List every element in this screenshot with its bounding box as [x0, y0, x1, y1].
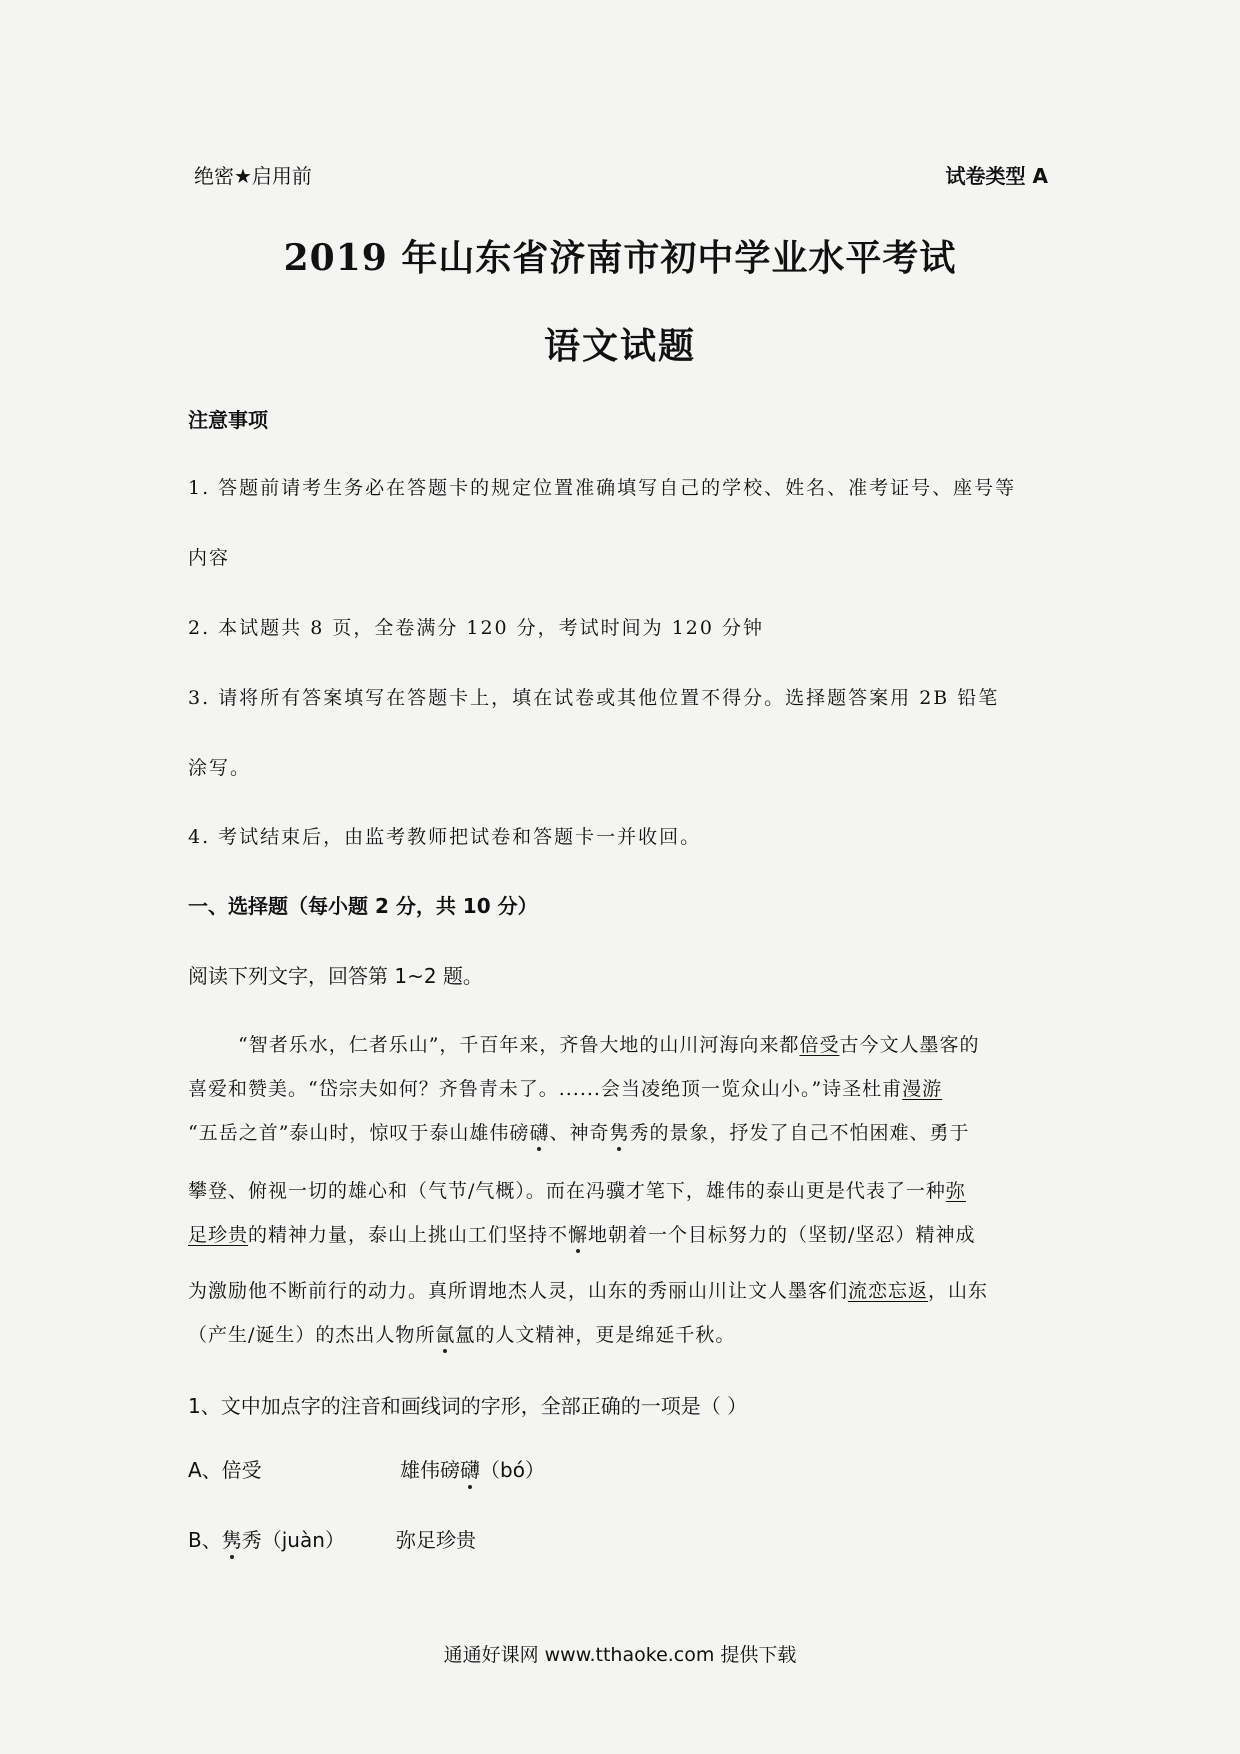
underlined-word: 流恋忘返: [848, 1280, 929, 1302]
dotted-char: 懈: [568, 1224, 589, 1246]
dotted-char: 礴: [460, 1458, 480, 1482]
option-a-word: 雄伟磅礴（bó）: [400, 1458, 545, 1482]
exam-subtitle: 语文试题: [543, 325, 696, 367]
underlined-word: 漫游: [902, 1078, 943, 1100]
passage-line: “智者乐水，仁者乐山”，千百年来，齐鲁大地的山川河海向来都倍受古今文人墨客的: [238, 1034, 980, 1056]
dotted-char: 隽: [609, 1122, 630, 1144]
paper-type: 试卷类型 A: [945, 164, 1048, 188]
passage-line: 喜爱和赞美。“岱宗夫如何？齐鲁青未了。......会当凌绝顶一览众山小。”诗圣杜甫漫游: [188, 1078, 943, 1100]
underlined-word: 弥: [945, 1180, 966, 1202]
notice-item: 1. 答题前请考生务必在答题卡的规定位置准确填写自己的学校、姓名、准考证号、座号等: [188, 477, 1017, 499]
passage-line: 攀登、俯视一切的雄心和（气节/气概）。而在冯骥才笔下，雄伟的泰山更是代表了一种弥: [188, 1180, 966, 1202]
option-b-label: B、隽秀（juàn）: [188, 1528, 345, 1552]
confidential-mark: 绝密★启用前: [194, 164, 312, 188]
dotted-char: 氤: [435, 1324, 456, 1346]
underlined-word: 足珍贵: [188, 1224, 249, 1246]
download-footer: 通通好课网 www.tthaoke.com 提供下载: [443, 1644, 797, 1666]
option-a-label: A、倍受: [188, 1458, 262, 1482]
dotted-char: 礴: [529, 1122, 550, 1144]
notice-heading: 注意事项: [188, 408, 268, 432]
notice-item: 2. 本试题共 8 页，全卷满分 120 分，考试时间为 120 分钟: [188, 617, 765, 639]
notice-item: 4. 考试结束后，由监考教师把试卷和答题卡一并收回。: [188, 826, 702, 848]
passage-line: （产生/诞生）的杰出人物所氤氲的人文精神，更是绵延千秋。: [188, 1324, 736, 1346]
passage-line: “五岳之首”泰山时，惊叹于泰山雄伟磅礴、神奇隽秀的景象，抒发了自己不怕困难、勇于: [188, 1122, 970, 1144]
notice-item: 3. 请将所有答案填写在答题卡上，填在试卷或其他位置不得分。选择题答案用 2B 铅笔: [188, 687, 1000, 709]
notice-item: 涂写。: [188, 757, 252, 779]
notice-item: 内容: [188, 547, 231, 569]
reading-instruction: 阅读下列文字，回答第 1~2 题。: [188, 964, 483, 988]
question-stem: 1、文中加点字的注音和画线词的字形，全部正确的一项是（ ）: [188, 1394, 748, 1418]
underlined-word: 倍受: [799, 1034, 840, 1056]
passage-line: 为激励他不断前行的动力。真所谓地杰人灵，山东的秀丽山川让文人墨客们流恋忘返，山东: [188, 1280, 989, 1302]
option-b-word: 弥足珍贵: [396, 1528, 476, 1552]
passage-line: 足珍贵的精神力量，泰山上挑山工们坚持不懈地朝着一个目标努力的（坚韧/坚忍）精神成: [188, 1224, 976, 1246]
exam-title: 2019 年山东省济南市初中学业水平考试: [283, 237, 957, 279]
section-heading: 一、选择题（每小题 2 分，共 10 分）: [188, 894, 538, 918]
dotted-char: 隽: [221, 1528, 242, 1552]
